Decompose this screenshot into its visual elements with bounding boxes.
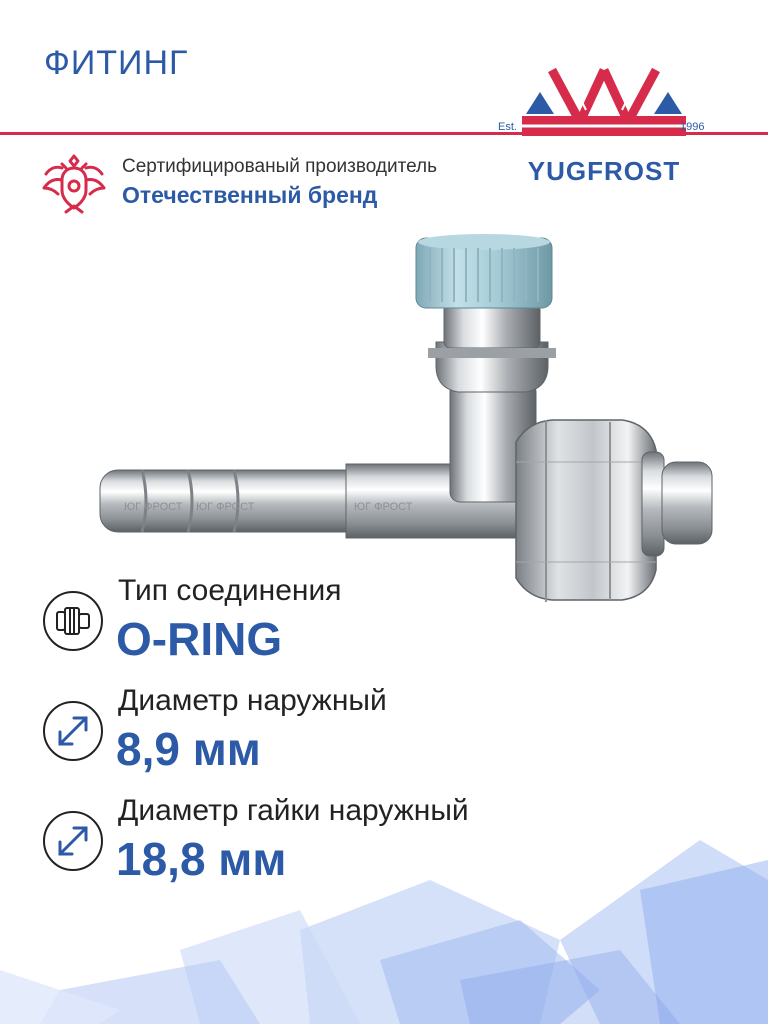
spec-connection-type-label: Тип соединения [118, 574, 342, 607]
connector-icon [42, 590, 104, 652]
logo-brand-name: YUGFROST [527, 156, 681, 186]
spec-nut-diameter-value: 18,8 мм [116, 833, 287, 885]
spec-outer-diameter-label: Диаметр наружный [118, 684, 387, 717]
spec-outer-diameter-value: 8,9 мм [116, 723, 261, 775]
eagle-emblem-icon [40, 150, 108, 218]
diagonal-arrow-icon [42, 700, 104, 762]
spec-connection-type-value: O-RING [116, 613, 283, 665]
yugfrost-logo [488, 64, 720, 194]
logo-year: 1996 [680, 121, 705, 133]
tube-marking-1: ЮГ ФРОСТ [124, 501, 183, 513]
logo-est-label: Est. [498, 121, 517, 133]
decorative-background-shapes [0, 820, 768, 1024]
fitting-product-image [96, 232, 716, 612]
tube-marking-3: ЮГ ФРОСТ [354, 501, 413, 513]
page-title: ФИТИНГ [44, 44, 189, 82]
tube-marking-2: ЮГ ФРОСТ [196, 501, 255, 513]
domestic-brand-text: Отечественный бренд [122, 182, 378, 208]
spec-nut-diameter-label: Диаметр гайки наружный [118, 794, 469, 827]
certification-text: Сертифицированый производитель [122, 156, 438, 177]
